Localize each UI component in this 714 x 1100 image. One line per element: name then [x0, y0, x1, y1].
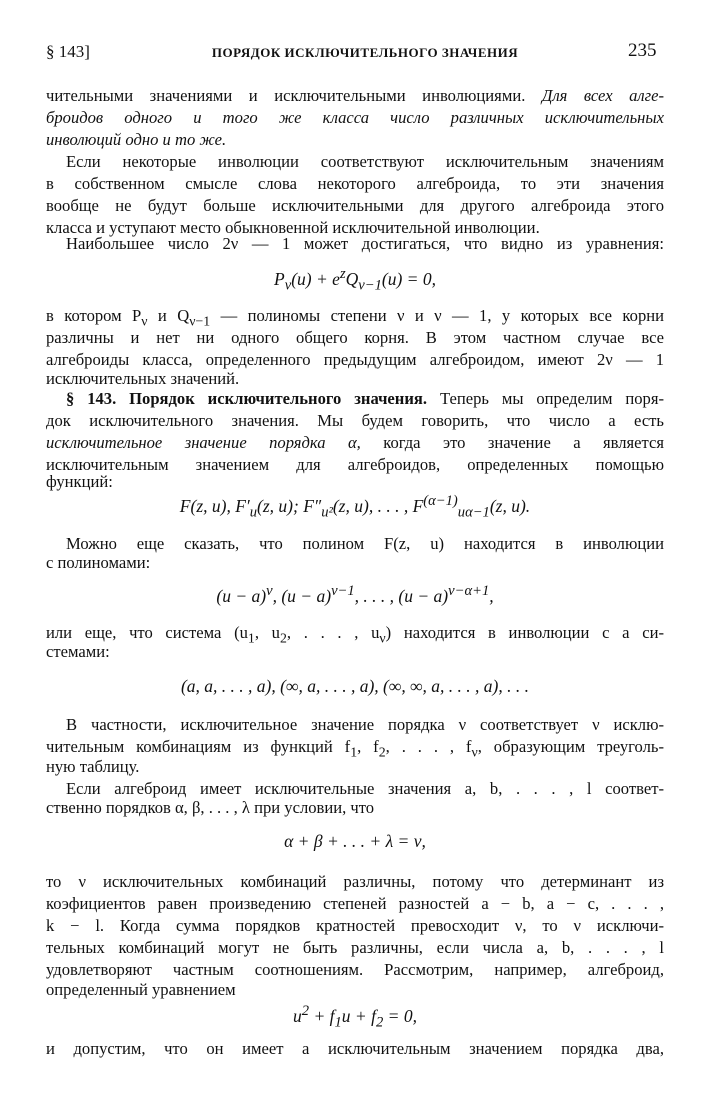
text-line: ную таблицу. [46, 757, 140, 776]
running-header-title: ПОРЯДОК ИСКЛЮЧИТЕЛЬНОГО ЗНАЧЕНИЯ [211, 45, 519, 60]
formula-powers: $(u - a)^\nu$, $(u - a)^{\nu-1}$, . . . , $(u - a)^{\nu-\alpha+1}$, [216, 583, 494, 606]
text-line: и допустим, что он имеет a исключительным значением порядка два, [46, 1039, 664, 1058]
text-line: k − l. Когда сумма порядков кратностей превосходит ν, то ν исключи- [46, 916, 664, 935]
text-line: В частности, исключительное значение порядка ν соответствует ν исклю- [66, 715, 664, 734]
text-line: Наибольшее число 2ν — 1 может достигаться, что видно из уравнения: [66, 234, 664, 253]
text-line: док исключительного значения. Мы будем говорить, что число a есть [46, 411, 664, 430]
text-line: броидов одного и того же класса число различных исключительных [46, 108, 664, 127]
text-line: инволюций одно и то же. [46, 130, 227, 149]
text-line: в котором $P_\nu$ и $Q_{\nu-1}$ — полиномы степени ν и ν — 1, у которых все корни [46, 306, 664, 329]
text-line: класса и уступают место обыкновенной исключительной инволюции. [46, 218, 540, 237]
formula-systems: (a, a, . . . , a), (∞, a, . . . , a), (∞, ∞, a, . . . , a), . . . [180, 676, 530, 696]
text-line: исключительных значений. [46, 369, 240, 388]
text-line: тельных комбинаций могут не быть различны, если числа a, b, . . . , l [46, 938, 664, 957]
text-line: Если некоторые инволюции соответствуют исключительным значениям [66, 152, 664, 171]
text-line: Можно еще сказать, что полином F(z, u) находится в инволюции [66, 534, 664, 553]
formula-pv-equation: $P_\nu(u) + e^zQ_{\nu-1}(u) = 0$, [274, 266, 436, 294]
text-line: коэфициентов равен произведению степеней разностей a − b, a − c, . . . , [46, 894, 664, 913]
text-line: чительным комбинациям из функций $f_1$, $f_2$, . . . , $f_\nu$, образующим треуголь- [46, 737, 665, 760]
formula-quadratic: $u^2 + f_1u + f_2 = 0$, [293, 1003, 417, 1031]
text-line: определенный уравнением [46, 980, 236, 999]
text-line: стемами: [46, 642, 110, 661]
text-line: удовлетворяют частным соотношениям. Рассмотрим, например, алгеброид, [46, 960, 664, 979]
text-line: ственно порядков α, β, . . . , λ при условии, что [46, 798, 375, 817]
formula-sum-orders: α + β + . . . + λ = ν, [284, 831, 426, 851]
running-header-section: § 143] [46, 42, 90, 61]
text-line: вообще не будут больше исключительными для другого алгеброида этого [46, 196, 664, 215]
text-line: Если алгеброид имеет исключительные значения a, b, . . . , l соответ- [66, 779, 664, 798]
formula-derivatives: F(z, u), $F'_u(z$, u); $F''_{u^2}(z$, u), . . . , $F^{(\alpha-1)}_{u\alpha-1}(z$, u). [179, 493, 531, 521]
text-line: исключительным значением для алгеброидов, определенных помощью [46, 455, 664, 474]
text-line: алгеброиды класса, определенного предыдущим алгеброидом, имеют 2ν — 1 [46, 350, 664, 369]
text-line: в собственном смысле слова некоторого алгеброида, то эти значения [46, 174, 664, 193]
text-line: чительными значениями и исключительными инволюциями. Для всех алге- [46, 86, 665, 105]
text-line: с полиномами: [46, 553, 151, 572]
section-heading-line: § 143. Порядок исключительного значения. Теперь мы определим поря- [66, 389, 664, 408]
text-line: то ν исключительных комбинаций различны, потому что детерминант из [46, 872, 664, 891]
text-line: или еще, что система ($u_1$, $u_2$, . . . , $u_\nu$) находится в инволюции с a си- [46, 623, 664, 646]
text-line: различны и нет ни одного общего корня. В этом частном случае все [46, 328, 664, 347]
page-number: 235 [628, 40, 657, 61]
text-line: исключительное значение порядка α, когда это значение a является [46, 433, 664, 452]
text-line: функций: [46, 472, 113, 491]
